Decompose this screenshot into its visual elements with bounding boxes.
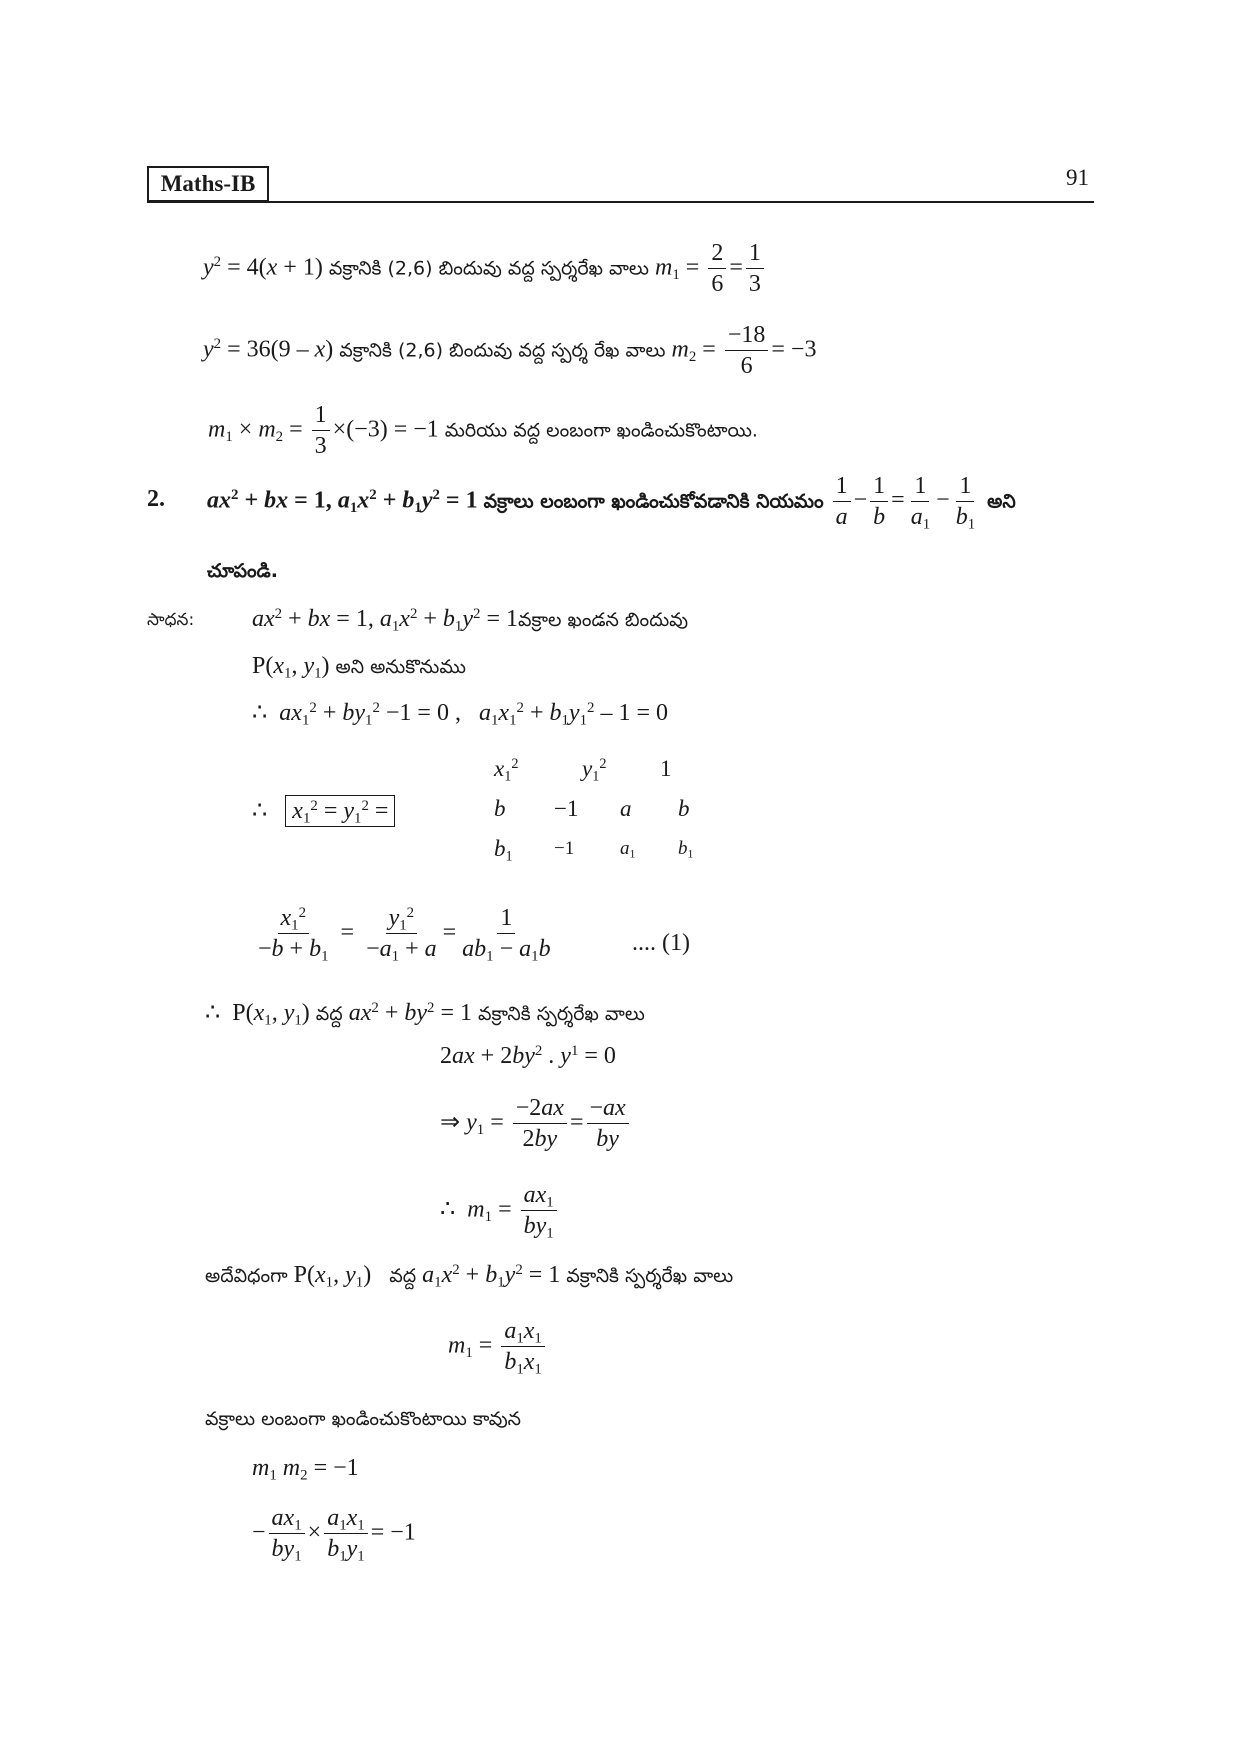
frac-a1x1-b1y1: $\frac{a_1x_1}{b_1y_1}$ — [324, 1505, 368, 1563]
m1-second-line: $m_1$ = $\frac{a_1x_1}{b_1x_1}$ — [448, 1318, 548, 1376]
tangent-slope-line-1: $y^2 = 4(x + 1)$ వక్రానికి (2,6) బిందువు వద్ద స్పర్శరేఖ వాలు $m_1$ = $\frac{2}{6}$ = $\frac{1}{3}$ — [203, 240, 767, 298]
fraction-1-3: $\frac{1}{3}$ — [746, 240, 764, 298]
frac-y1sq: $\frac{y_1^2}{-a_1 + a}$ — [366, 904, 437, 965]
frac-x1sq: $\frac{x_1^2}{-b + b_1}$ — [258, 904, 329, 965]
line3-telugu: మరియు వద్ద లంబంగా ఖండించుకొంటాయి. — [444, 419, 758, 442]
equation-label: .... (1) — [632, 930, 690, 956]
derivative-line: $2ax + 2by^2$ . $y^1 = 0$ — [440, 1042, 616, 1069]
solution-line-3: ∴ $ax_1^2 + by_1^2 -1 = 0$ , $a_1x_1^2 + b_1y_1^2 - 1 = 0$ — [252, 699, 668, 729]
header-rule — [147, 201, 1094, 203]
frac-ax1-by1: $\frac{ax_1}{by_1}$ — [269, 1505, 305, 1563]
similarly-telugu-a: అదేవిధంగా — [205, 1265, 288, 1287]
slope-line-1: ∴ $P(x_1$, $y_1$) వద్ద $ax^2 + by^2 = 1$ వక్రానికి స్పర్శరేఖ వాలు — [205, 999, 645, 1029]
similarly-telugu-c: వక్రానికి స్పర్శరేఖ వాలు — [566, 1265, 734, 1287]
frac-a1x1: $\frac{a_1x_1}{b_1x_1}$ — [501, 1318, 545, 1376]
fraction-1-a1: $\frac{1}{a_1}$ — [910, 473, 931, 533]
equation-1: $\frac{x_1^2}{-b + b_1}$ = $\frac{y_1^2}{-a_1 + a}$ = $\frac{1}{ab_1 - a_1b}$ — [252, 905, 557, 963]
similarly-telugu-b: వద్ద — [389, 1265, 417, 1287]
fraction-1-3b: $\frac{1}{3}$ — [312, 402, 330, 460]
question-number: 2. — [147, 486, 165, 512]
question-show: చూపండి. — [207, 560, 278, 582]
question-telugu: వక్రాలు లంబంగా ఖండించుకోవడానికి నియమం — [483, 490, 824, 513]
tangent-slope-line-2: $y^2 = 36(9 - x)$ వక్రానికి (2,6) బిందువు వద్ద స్పర్శ రేఖ వాలు $m_2$ = $\frac{-18}{6}$ = −3 — [203, 322, 817, 380]
frac-one: $\frac{1}{ab_1 - a_1b}$ — [462, 905, 551, 965]
fraction-1-a: $\frac{1}{a}$ — [833, 473, 851, 531]
sol1-telugu: వక్రాల ఖండన బిందువు — [518, 609, 689, 631]
solution-line-2: $P(x_1$, $y_1$) అని అనుకొనుము — [252, 653, 467, 682]
solution-line-1: $ax^2$ + bx = 1, $a_1x^2 + b_1y^2$ = 1వక్రాల ఖండన బిందువు — [252, 605, 689, 635]
line1-telugu: వక్రానికి (2,6) బిందువు వద్ద స్పర్శరేఖ వాలు — [328, 257, 649, 280]
slope1-telugu-b: వక్రానికి స్పర్శరేఖ వాలు — [478, 1003, 645, 1025]
frac-ax1: $\frac{ax_1}{by_1}$ — [521, 1182, 557, 1240]
line2-telugu: వక్రానికి (2,6) బిందువు వద్ద స్పర్శ రేఖ వాలు — [339, 339, 666, 362]
subject-label: Maths-IB — [147, 166, 269, 202]
m1m2-line: $m_1$ $m_2 = -1$ — [252, 1455, 359, 1484]
perpendicular-line: వక్రాలు లంబంగా ఖండించుకొంటాయి కావున — [205, 1408, 522, 1430]
sol2-telugu: అని అనుకొనుము — [335, 656, 467, 678]
fraction-1-b1: $\frac{1}{b_1}$ — [955, 473, 976, 533]
therefore-boxed: ∴ $x_1^2 = y_1^2$ = — [252, 796, 395, 825]
m1-line: ∴ $m_1$ = $\frac{ax_1}{by_1}$ — [440, 1182, 560, 1240]
final-product-line: − $\frac{ax_1}{by_1}$ × $\frac{a_1x_1}{b_1y_1}$ = −1 — [252, 1505, 416, 1565]
similarly-line: అదేవిధంగా $P(x_1$, $y_1$) వద్ద $a_1x^2 + b_1y^2 = 1$ వక్రానికి స్పర్శరేఖ వాలు — [205, 1261, 734, 1291]
solution-label: సాధన: — [147, 610, 195, 630]
question-ani: అని — [987, 490, 1016, 513]
page-number: 91 — [1066, 165, 1089, 190]
frac-ax: $\frac{-ax}{by}$ — [587, 1095, 629, 1153]
slope1-telugu-a: వద్ద — [315, 1003, 343, 1025]
question-statement: $ax^2$ + bx = 1, $a_1x^2 + b_1y^2 = 1$ వక్రాలు లంబంగా ఖండించుకోవడానికి నియమం $\frac{1}{a}$ − $\frac{1}{b}$ = $\frac{1}{a_1}$ − $\frac{1}{b_1}$ అని — [207, 473, 1016, 533]
product-of-slopes-line: $m_1 \times m_2$ = $\frac{1}{3}$ ×(−3) = −1 మరియు వద్ద లంబంగా ఖండించుకొంటాయి. — [208, 402, 758, 460]
fraction-1-b: $\frac{1}{b}$ — [870, 473, 888, 531]
fraction-neg18-6: $\frac{-18}{6}$ — [725, 322, 769, 380]
fraction-2-6: $\frac{2}{6}$ — [708, 240, 726, 298]
implies-y1-line: ⇒ $y_1$ = $\frac{-2ax}{2by}$ = $\frac{-ax}{by}$ — [440, 1095, 632, 1153]
frac-2ax: $\frac{-2ax}{2by}$ — [513, 1095, 567, 1153]
